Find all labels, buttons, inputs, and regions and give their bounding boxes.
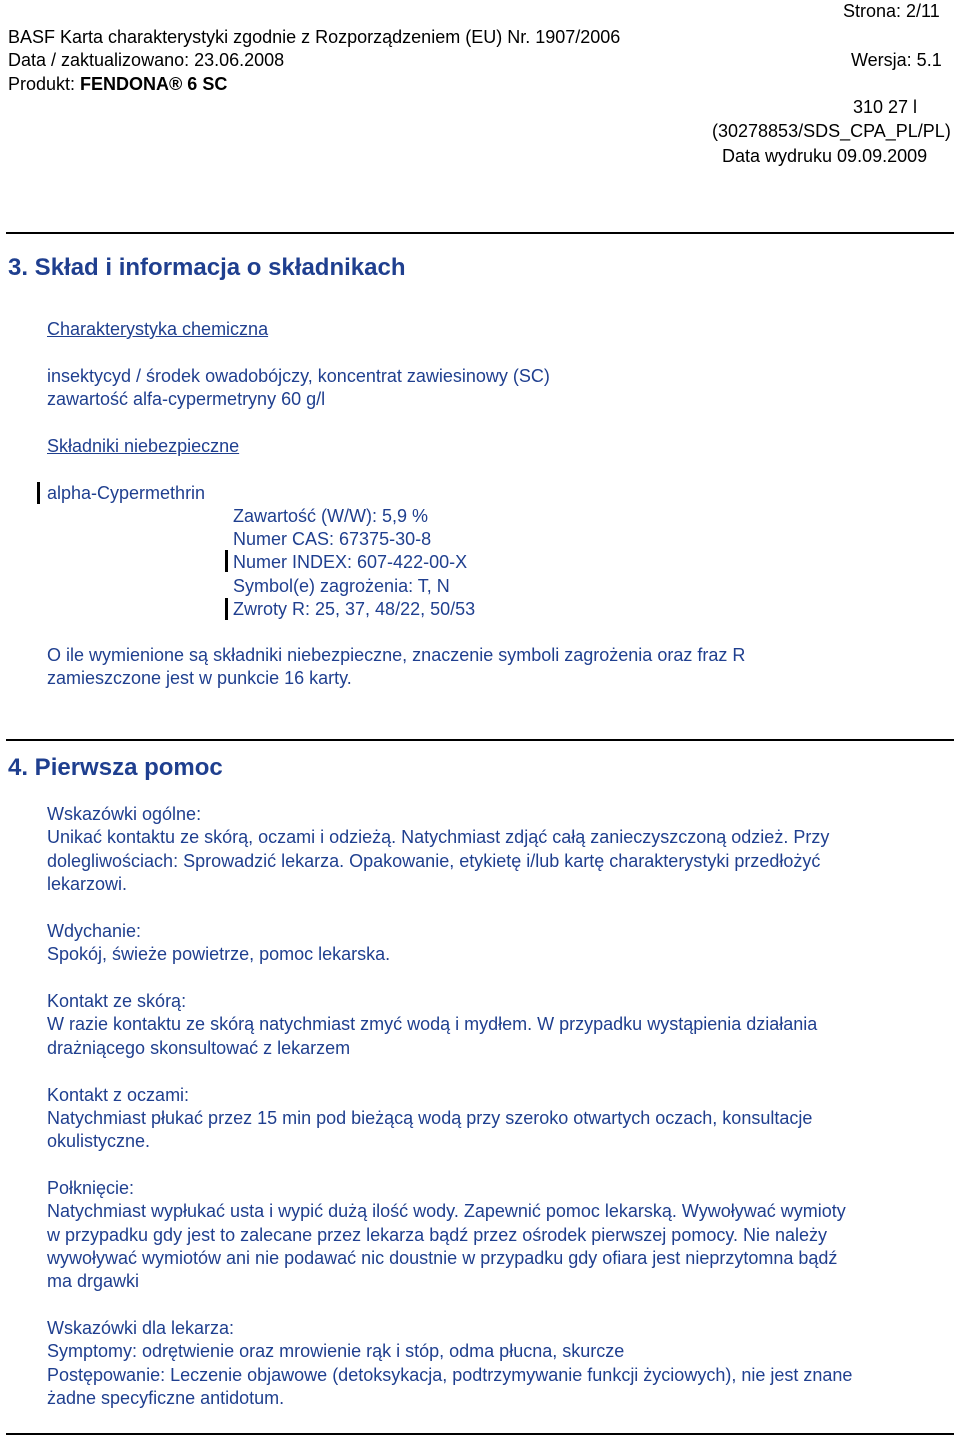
general-line-3: lekarzowi. xyxy=(47,874,128,894)
ingestion-heading: Połknięcie: xyxy=(47,1178,135,1198)
doctor-line-3: żadne specyficzne antidotum. xyxy=(47,1388,285,1408)
inhalation-heading: Wdychanie: xyxy=(47,921,142,941)
skin-contact-heading: Kontakt ze skórą: xyxy=(47,991,187,1011)
print-date: Data wydruku 09.09.2009 xyxy=(722,146,928,166)
divider xyxy=(6,232,954,234)
ingestion-line-1: Natychmiast wypłukać usta i wypić dużą ilość wody. Zapewnić pomoc lekarską. Wywoływać wymioty xyxy=(47,1201,846,1221)
ingestion-line-2: w przypadku gdy jest to zalecane przez lekarza bądź przez ośrodek pierwszej pomocy. Nie należy xyxy=(47,1225,828,1245)
section-4-title: 4. Pierwsza pomoc xyxy=(8,754,223,781)
change-bar xyxy=(225,598,228,620)
eye-contact-heading: Kontakt z oczami: xyxy=(47,1085,190,1105)
component-r-phrases: Zwroty R: 25, 37, 48/22, 50/53 xyxy=(233,599,476,619)
component-cas: Numer CAS: 67375-30-8 xyxy=(233,529,432,549)
divider xyxy=(6,739,954,741)
section-3-title: 3. Skład i informacja o składnikach xyxy=(8,254,406,281)
general-heading: Wskazówki ogólne: xyxy=(47,804,202,824)
component-index: Numer INDEX: 607-422-00-X xyxy=(233,552,468,572)
component-symbols: Symbol(e) zagrożenia: T, N xyxy=(233,576,450,596)
document-title: BASF Karta charakterystyki zgodnie z Rozporządzeniem (EU) Nr. 1907/2006 xyxy=(8,27,621,47)
general-line-1: Unikać kontaktu ze skórą, oczami i odzieżą. Natychmiast zdjąć całą zanieczyszczoną odzież. Przy xyxy=(47,827,830,847)
inhalation-line-1: Spokój, świeże powietrze, pomoc lekarska. xyxy=(47,944,391,964)
eye-contact-line-1: Natychmiast płukać przez 15 min pod bieżącą wodą przy szeroko otwartych oczach, konsultacje xyxy=(47,1108,813,1128)
change-bar xyxy=(37,482,40,504)
divider xyxy=(6,1433,954,1435)
product-code: 310 27 l xyxy=(853,97,918,117)
component-name: alpha-Cypermethrin xyxy=(47,483,206,503)
hazardous-components-heading: Składniki niebezpieczne xyxy=(47,436,240,456)
ingestion-line-3: wywoływać wymiotów ani nie podawać nic doustnie w przypadku gdy ofiara jest nieprzytomna bądź xyxy=(47,1248,838,1268)
general-line-2: dolegliwościach: Sprowadzić lekarza. Opakowanie, etykietę i/lub kartę charakterystyki przedłożyć xyxy=(47,851,821,871)
product-label: Produkt: xyxy=(8,74,81,94)
page-number: Strona: 2/11 xyxy=(843,1,940,21)
skin-contact-line-2: drażniącego skonsultować z lekarzem xyxy=(47,1038,351,1058)
doctor-heading: Wskazówki dla lekarza: xyxy=(47,1318,235,1338)
version: Wersja: 5.1 xyxy=(851,50,942,70)
note-line-1: O ile wymienione są składniki niebezpieczne, znaczenie symboli zagrożenia oraz fraz R xyxy=(47,645,746,665)
product-line xyxy=(8,75,227,93)
change-bar xyxy=(225,550,228,572)
chemical-characteristics-heading: Charakterystyka chemiczna xyxy=(47,319,269,339)
revision-date: Data / zaktualizowano: 23.06.2008 xyxy=(8,50,285,70)
char-line-1: insektycyd / środek owadobójczy, koncentrat zawiesinowy (SC) xyxy=(47,366,550,386)
doctor-line-1: Symptomy: odrętwienie oraz mrowienie rąk i stóp, odma płucna, skurcze xyxy=(47,1341,625,1361)
note-line-2: zamieszczone jest w punkcie 16 karty. xyxy=(47,668,352,688)
component-content: Zawartość (W/W): 5,9 % xyxy=(233,506,429,526)
eye-contact-line-2: okulistyczne. xyxy=(47,1131,151,1151)
char-line-2: zawartość alfa-cypermetryny 60 g/l xyxy=(47,389,326,409)
skin-contact-line-1: W razie kontaktu ze skórą natychmiast zmyć wodą i mydłem. W przypadku wystąpienia działania xyxy=(47,1014,818,1034)
doctor-line-2: Postępowanie: Leczenie objawowe (detoksykacja, podtrzymywanie funkcji życiowych), nie jest znane xyxy=(47,1365,853,1385)
ingestion-line-4: ma drgawki xyxy=(47,1271,140,1291)
document-ref: (30278853/SDS_CPA_PL/PL) xyxy=(712,121,951,141)
product-name: FENDONA® 6 SC xyxy=(80,74,228,94)
